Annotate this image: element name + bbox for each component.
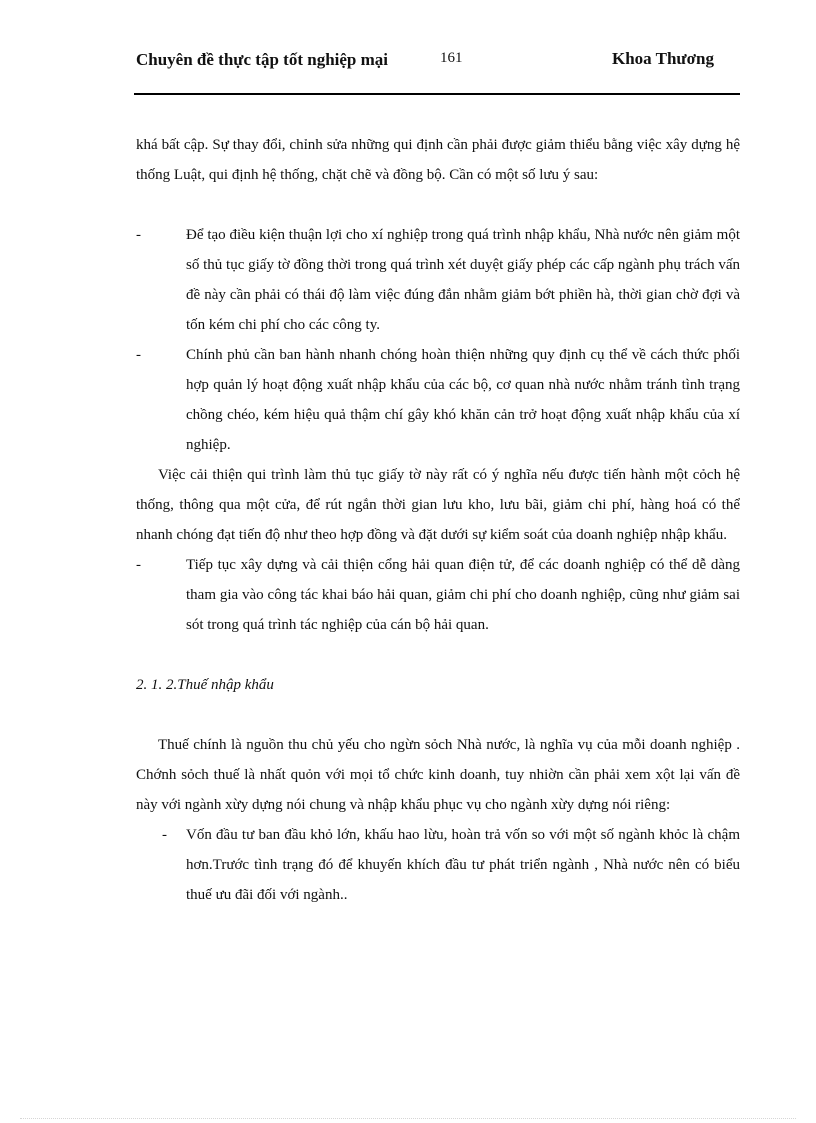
section-heading: 2. 1. 2.Thuế nhập khẩu (136, 677, 274, 693)
bullet-marker: - (162, 827, 167, 843)
bullet-item-1 (136, 220, 740, 340)
header-faculty-title: Khoa Thương (612, 49, 714, 68)
paragraph-tax: Thuế chính là nguồn thu chủ yếu cho ngừn sỏch Nhà nước, là nghĩa vụ của mỗi doanh nghiệp . Chớnh sỏch thuế là nhất quỏn với mọi tổ chức kinh doanh, tuy nhiờn cần phải xem xột lại vấn đề này với ngành xừy dựng nói chung và nhập khẩu phục vụ cho ngành xừy dựng nói riêng: (136, 737, 740, 813)
header-document-title: Chuyên đề thực tập tốt nghiệp mại (136, 50, 389, 69)
bullet-text: Chính phủ cần ban hành nhanh chóng hoàn thiện những quy định cụ thể về cách thức phối hợp quản lý hoạt động xuất nhập khẩu của các bộ, cơ quan nhà nước nhằm tránh tình trạng chồng chéo, kém hiệu quả thậm chí gây khó khăn cản trở hoạt động xuất nhập khẩu của xí nghiệp. (186, 347, 740, 453)
document-body (136, 130, 740, 910)
spacer (136, 640, 740, 670)
paragraph-procedure: Việc cải thiện qui trình làm thủ tục giấy tờ này rất có ý nghĩa nếu được tiến hành một cỏch hệ thống, thông qua một cửa, để rút ngắn thời gian lưu kho, lưu bãi, giảm chi phí, hàng hoá có thể nhanh chóng đạt tiến độ như theo hợp đồng và đặt dưới sự kiểm soát của doanh nghiệp nhập khẩu. (136, 467, 740, 543)
bullet-marker: - (136, 347, 141, 363)
bullet-item-2 (136, 340, 740, 460)
page-number: 161 (440, 50, 463, 66)
header-divider (134, 93, 740, 95)
bullet-text: Vốn đầu tư ban đầu khỏ lớn, khấu hao lừu, hoàn trả vốn so với một số ngành khỏc là chậm hơn.Trước tình trạng đó để khuyến khích đầu tư phát triển ngành , Nhà nước nên có biểu thuế ưu đãi đối với ngành.. (186, 827, 740, 903)
page-bottom-edge (20, 1118, 796, 1119)
paragraph-intro: khá bất cập. Sự thay đổi, chỉnh sửa những qui định cần phải được giảm thiểu bằng việc xây dựng hệ thống Luật, qui định hệ thống, chặt chẽ và đồng bộ. Cần có một số lưu ý sau: (136, 137, 740, 183)
bullet-marker: - (136, 227, 141, 243)
spacer (136, 190, 740, 220)
bullet-item-4 (136, 820, 740, 910)
bullet-item-3 (136, 550, 740, 640)
spacer (136, 700, 740, 730)
bullet-text: Tiếp tục xây dựng và cải thiện cổng hải quan điện tử, để các doanh nghiệp có thể dễ dàng tham gia vào công tác khai báo hải quan, giảm chi phí cho doanh nghiệp, cũng như giảm sai sót trong quá trình tác nghiệp của cán bộ hải quan. (186, 557, 740, 633)
bullet-text: Để tạo điều kiện thuận lợi cho xí nghiệp trong quá trình nhập khẩu, Nhà nước nên giảm một số thủ tục giấy tờ đồng thời trong quá trình xét duyệt giấy phép các cấp ngành phụ trách vấn đề này cần phải có thái độ làm việc đúng đắn nhằm giảm bớt phiền hà, thời gian chờ đợi và tốn kém chi phí cho các công ty. (186, 227, 740, 333)
bullet-marker: - (136, 557, 141, 573)
